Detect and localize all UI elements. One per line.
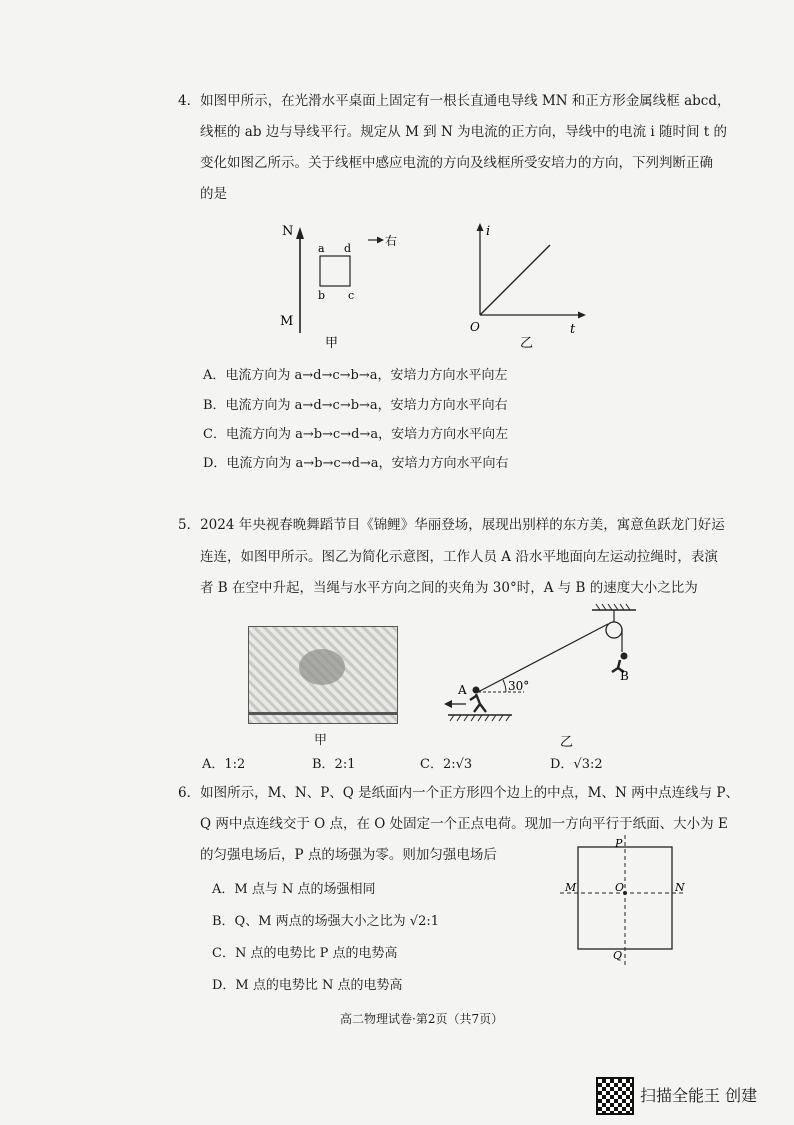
- label-b: B: [620, 669, 629, 683]
- pulley-icon: [606, 622, 622, 638]
- q6-line1: 6．如图所示，M、N、P、Q 是纸面内一个正方形四个边上的中点，M、N 两中点连线与 P、: [178, 785, 739, 801]
- label-t: t: [570, 322, 576, 337]
- label-o: O: [615, 881, 625, 894]
- q5-option-d: D．√3:2: [550, 757, 603, 772]
- q4-line4: 的是: [200, 186, 227, 202]
- q4-option-c: C．电流方向为 a→b→c→d→a，安培力方向水平向左: [203, 427, 509, 442]
- q6-option-d: D．M 点的电势比 N 点的电势高: [212, 978, 403, 993]
- q6-line3: 的匀强电场后，P 点的场强为零。则加匀强电场后: [200, 847, 497, 863]
- caption-jia: 甲: [325, 336, 339, 351]
- q5-option-c: C．2:√3: [420, 757, 473, 772]
- label-c: c: [348, 289, 355, 302]
- q6-option-c: C．N 点的电势比 P 点的电势高: [212, 946, 398, 961]
- q5-option-a: A．1:2: [202, 757, 246, 772]
- label-o: O: [470, 320, 480, 334]
- right-arrow-icon: [377, 237, 384, 244]
- t-axis-arrow-icon: [578, 312, 586, 319]
- q6-option-b: B．Q、M 两点的场强大小之比为 √2:1: [212, 914, 439, 929]
- rope-slant: [478, 624, 608, 692]
- worker-a-icon: [470, 687, 486, 713]
- i-t-line: [480, 245, 550, 315]
- q5-caption-jia: 甲: [314, 733, 328, 748]
- q4-option-b: B．电流方向为 a→d→c→b→a，安培力方向水平向右: [203, 398, 508, 413]
- label-m: M: [280, 314, 294, 329]
- qr-code-icon: [596, 1077, 634, 1115]
- label-q: Q: [613, 949, 623, 962]
- q5-line3: 者 B 在空中升起，当绳与水平方向之间的夹角为 30°时，A 与 B 的速度大小之比为: [200, 580, 698, 596]
- photo-figure: [299, 649, 345, 685]
- label-d: d: [344, 242, 352, 255]
- q4-figure-yi: [462, 215, 592, 355]
- q4-figure-jia: [270, 215, 400, 355]
- q4-line3: 变化如图乙所示。关于线框中感应电流的方向及线框所受安培力的方向，下列判断正确: [200, 155, 713, 171]
- q5-line2: 连连，如图甲所示。图乙为简化示意图，工作人员 A 沿水平地面向左运动拉绳时，表演: [200, 549, 718, 565]
- q6-figure: [555, 835, 685, 975]
- q5-line1: 5．2024 年央视春晚舞蹈节目《锦鲤》华丽登场，展现出别样的东方美，寓意鱼跃龙门好运: [178, 517, 725, 533]
- caption-yi: 乙: [560, 735, 574, 750]
- i-axis-arrow-icon: [477, 223, 484, 231]
- q4-option-a: A．电流方向为 a→d→c→b→a，安培力方向水平向左: [203, 368, 508, 383]
- label-a: a: [318, 242, 325, 255]
- label-p: P: [615, 837, 623, 850]
- q4-line2: 线框的 ab 边与导线平行。规定从 M 到 N 为电流的正方向，导线中的电流 i 随时间 t 的: [200, 124, 727, 140]
- label-right: 右: [385, 234, 398, 248]
- label-angle: 30°: [508, 679, 530, 693]
- photo-stage-line: [249, 712, 397, 715]
- q4-option-d: D．电流方向为 a→b→c→d→a，安培力方向水平向右: [203, 456, 509, 471]
- label-i: i: [486, 224, 491, 239]
- label-n: N: [282, 224, 294, 239]
- dance-photo: [248, 626, 398, 724]
- q6-option-a: A．M 点与 N 点的场强相同: [212, 882, 376, 897]
- q4-line1: 4．如图甲所示，在光滑水平桌面上固定有一根长直通电导线 MN 和正方形金属线框 abcd，: [178, 93, 731, 109]
- ceiling-hatch: [596, 604, 630, 610]
- angle-arc: [503, 680, 506, 692]
- label-a: A: [458, 683, 467, 697]
- page-footer: 高二物理试卷·第2页（共7页）: [340, 1012, 504, 1026]
- square-frame: [320, 256, 350, 286]
- ground-hatch: [450, 715, 510, 721]
- current-arrow-icon: [296, 227, 304, 239]
- left-arrow-icon: [444, 700, 452, 708]
- label-m: M: [565, 881, 577, 894]
- watermark-text: 扫描全能王 创建: [640, 1086, 758, 1105]
- q5-figure-yi: [440, 600, 650, 750]
- q6-line2: Q 两中点连线交于 O 点，在 O 处固定一个正点电荷。现加一方向平行于纸面、大小为 E: [200, 816, 728, 832]
- label-n: N: [675, 881, 685, 894]
- label-b: b: [318, 289, 326, 302]
- caption-yi: 乙: [520, 336, 534, 351]
- q5-option-b: B．2:1: [312, 757, 356, 772]
